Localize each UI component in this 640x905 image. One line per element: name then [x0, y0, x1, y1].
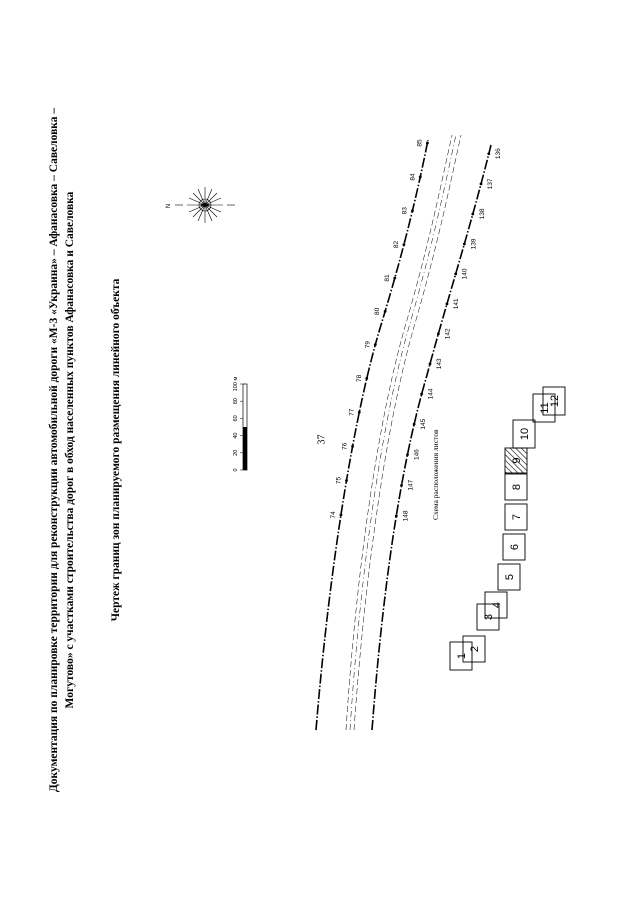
- boundary-point-marker: [400, 484, 403, 487]
- sheet-layout-schema: [450, 387, 565, 670]
- boundary-point-marker: [345, 479, 348, 482]
- sheet-number: 8: [511, 483, 523, 491]
- sheet-number: 11: [539, 402, 551, 414]
- north-label: N: [166, 203, 172, 209]
- page-number: 37: [316, 434, 328, 445]
- sheet-number: 10: [519, 427, 531, 441]
- boundary-point-marker: [351, 445, 354, 448]
- inner-boundary-points: [392, 148, 502, 522]
- sheet-number: 4: [491, 601, 503, 609]
- boundary-point-label: 146: [413, 449, 421, 461]
- boundary-point-marker: [454, 273, 457, 276]
- scale-tick-label: 20: [233, 449, 239, 456]
- boundary-point-marker: [487, 152, 490, 155]
- sheet-number: 9: [511, 457, 523, 464]
- landscape-sheet: [25, 20, 640, 880]
- boundary-point-label: 139: [470, 238, 478, 250]
- boundary-point-marker: [446, 302, 449, 305]
- boundary-point-marker: [374, 343, 377, 346]
- boundary-point-marker: [340, 513, 343, 516]
- scale-tick-label: 80: [233, 398, 239, 405]
- boundary-point-label: 148: [402, 510, 410, 522]
- boundary-point-label: 79: [364, 341, 372, 349]
- boundary-point-label: 83: [401, 207, 409, 215]
- boundary-point-label: 76: [341, 442, 349, 450]
- sheet-number: 1: [456, 652, 468, 660]
- sheet-number: 5: [504, 573, 516, 581]
- boundary-point-label: 82: [392, 240, 400, 249]
- scale-tick-label: 100 м: [233, 376, 239, 392]
- boundary-point-label: 143: [436, 358, 444, 370]
- boundary-point-marker: [420, 393, 423, 396]
- boundary-point-label: 138: [478, 208, 486, 220]
- boundary-point-marker: [419, 176, 422, 179]
- boundary-point-label: 145: [420, 418, 428, 430]
- boundary-point-marker: [437, 332, 440, 335]
- sheet-layout-caption: Схема расположения листов: [431, 429, 440, 520]
- boundary-point-label: 140: [461, 268, 469, 280]
- boundary-point-label: 74: [329, 511, 337, 519]
- boundary-point-label: 144: [427, 388, 435, 400]
- boundary-point-marker: [429, 362, 432, 365]
- boundary-point-marker: [358, 411, 361, 414]
- boundary-point-label: 142: [444, 328, 452, 340]
- scale-tick-label: 0: [233, 468, 239, 472]
- boundary-point-marker: [480, 182, 483, 185]
- boundary-point-label: 78: [355, 374, 363, 382]
- road-edge-line-3: [354, 135, 461, 730]
- drawing-subtitle: Чертеж границ зон планируемого размещения линейного объекта: [110, 278, 122, 622]
- boundary-drawing: [25, 20, 640, 880]
- boundary-point-marker: [406, 453, 409, 456]
- sheet-number: 2: [469, 645, 481, 653]
- boundary-point-marker: [403, 243, 406, 246]
- boundary-point-label: 147: [407, 479, 415, 491]
- boundary-point-label: 75: [335, 476, 343, 485]
- sheet-number: 6: [509, 543, 521, 551]
- boundary-point-marker: [393, 277, 396, 280]
- sheet-number: 7: [511, 513, 523, 521]
- road-edge-line-2: [350, 135, 456, 730]
- document-title-line-2: Могутово» с участками строительства дорог в обход населенных пунктов Афанасовка и Савеловка: [64, 191, 76, 709]
- boundary-point-label: 137: [487, 178, 495, 190]
- boundary-point-label: 80: [374, 307, 382, 315]
- boundary-point-label: 85: [416, 139, 424, 147]
- boundary-point-marker: [413, 423, 416, 426]
- scale-tick-label: 60: [233, 415, 239, 422]
- sheet-number: 12: [549, 394, 561, 408]
- boundary-point-label: 81: [383, 274, 391, 282]
- boundary-point-label: 136: [494, 148, 502, 160]
- scale-tick-label: 40: [233, 432, 239, 439]
- boundary-point-marker: [365, 377, 368, 380]
- boundary-point-marker: [426, 142, 429, 145]
- boundary-point-marker: [395, 515, 398, 518]
- boundary-point-label: 84: [409, 173, 417, 181]
- boundary-point-marker: [471, 213, 474, 216]
- boundary-point-label: 77: [348, 408, 356, 416]
- scale-bar: [233, 377, 247, 472]
- boundary-point-marker: [384, 310, 387, 313]
- sheet-number: 3: [483, 613, 495, 621]
- boundary-point-label: 141: [452, 298, 460, 310]
- boundary-point-marker: [411, 209, 414, 212]
- compass-rose-icon: [166, 187, 235, 223]
- boundary-point-marker: [463, 243, 466, 246]
- document-title-line-1: Документация по планировке территории для реконструкции автомобильной дороги «М-3 «Украина» – Афанасовка – Савеловка –: [48, 107, 60, 793]
